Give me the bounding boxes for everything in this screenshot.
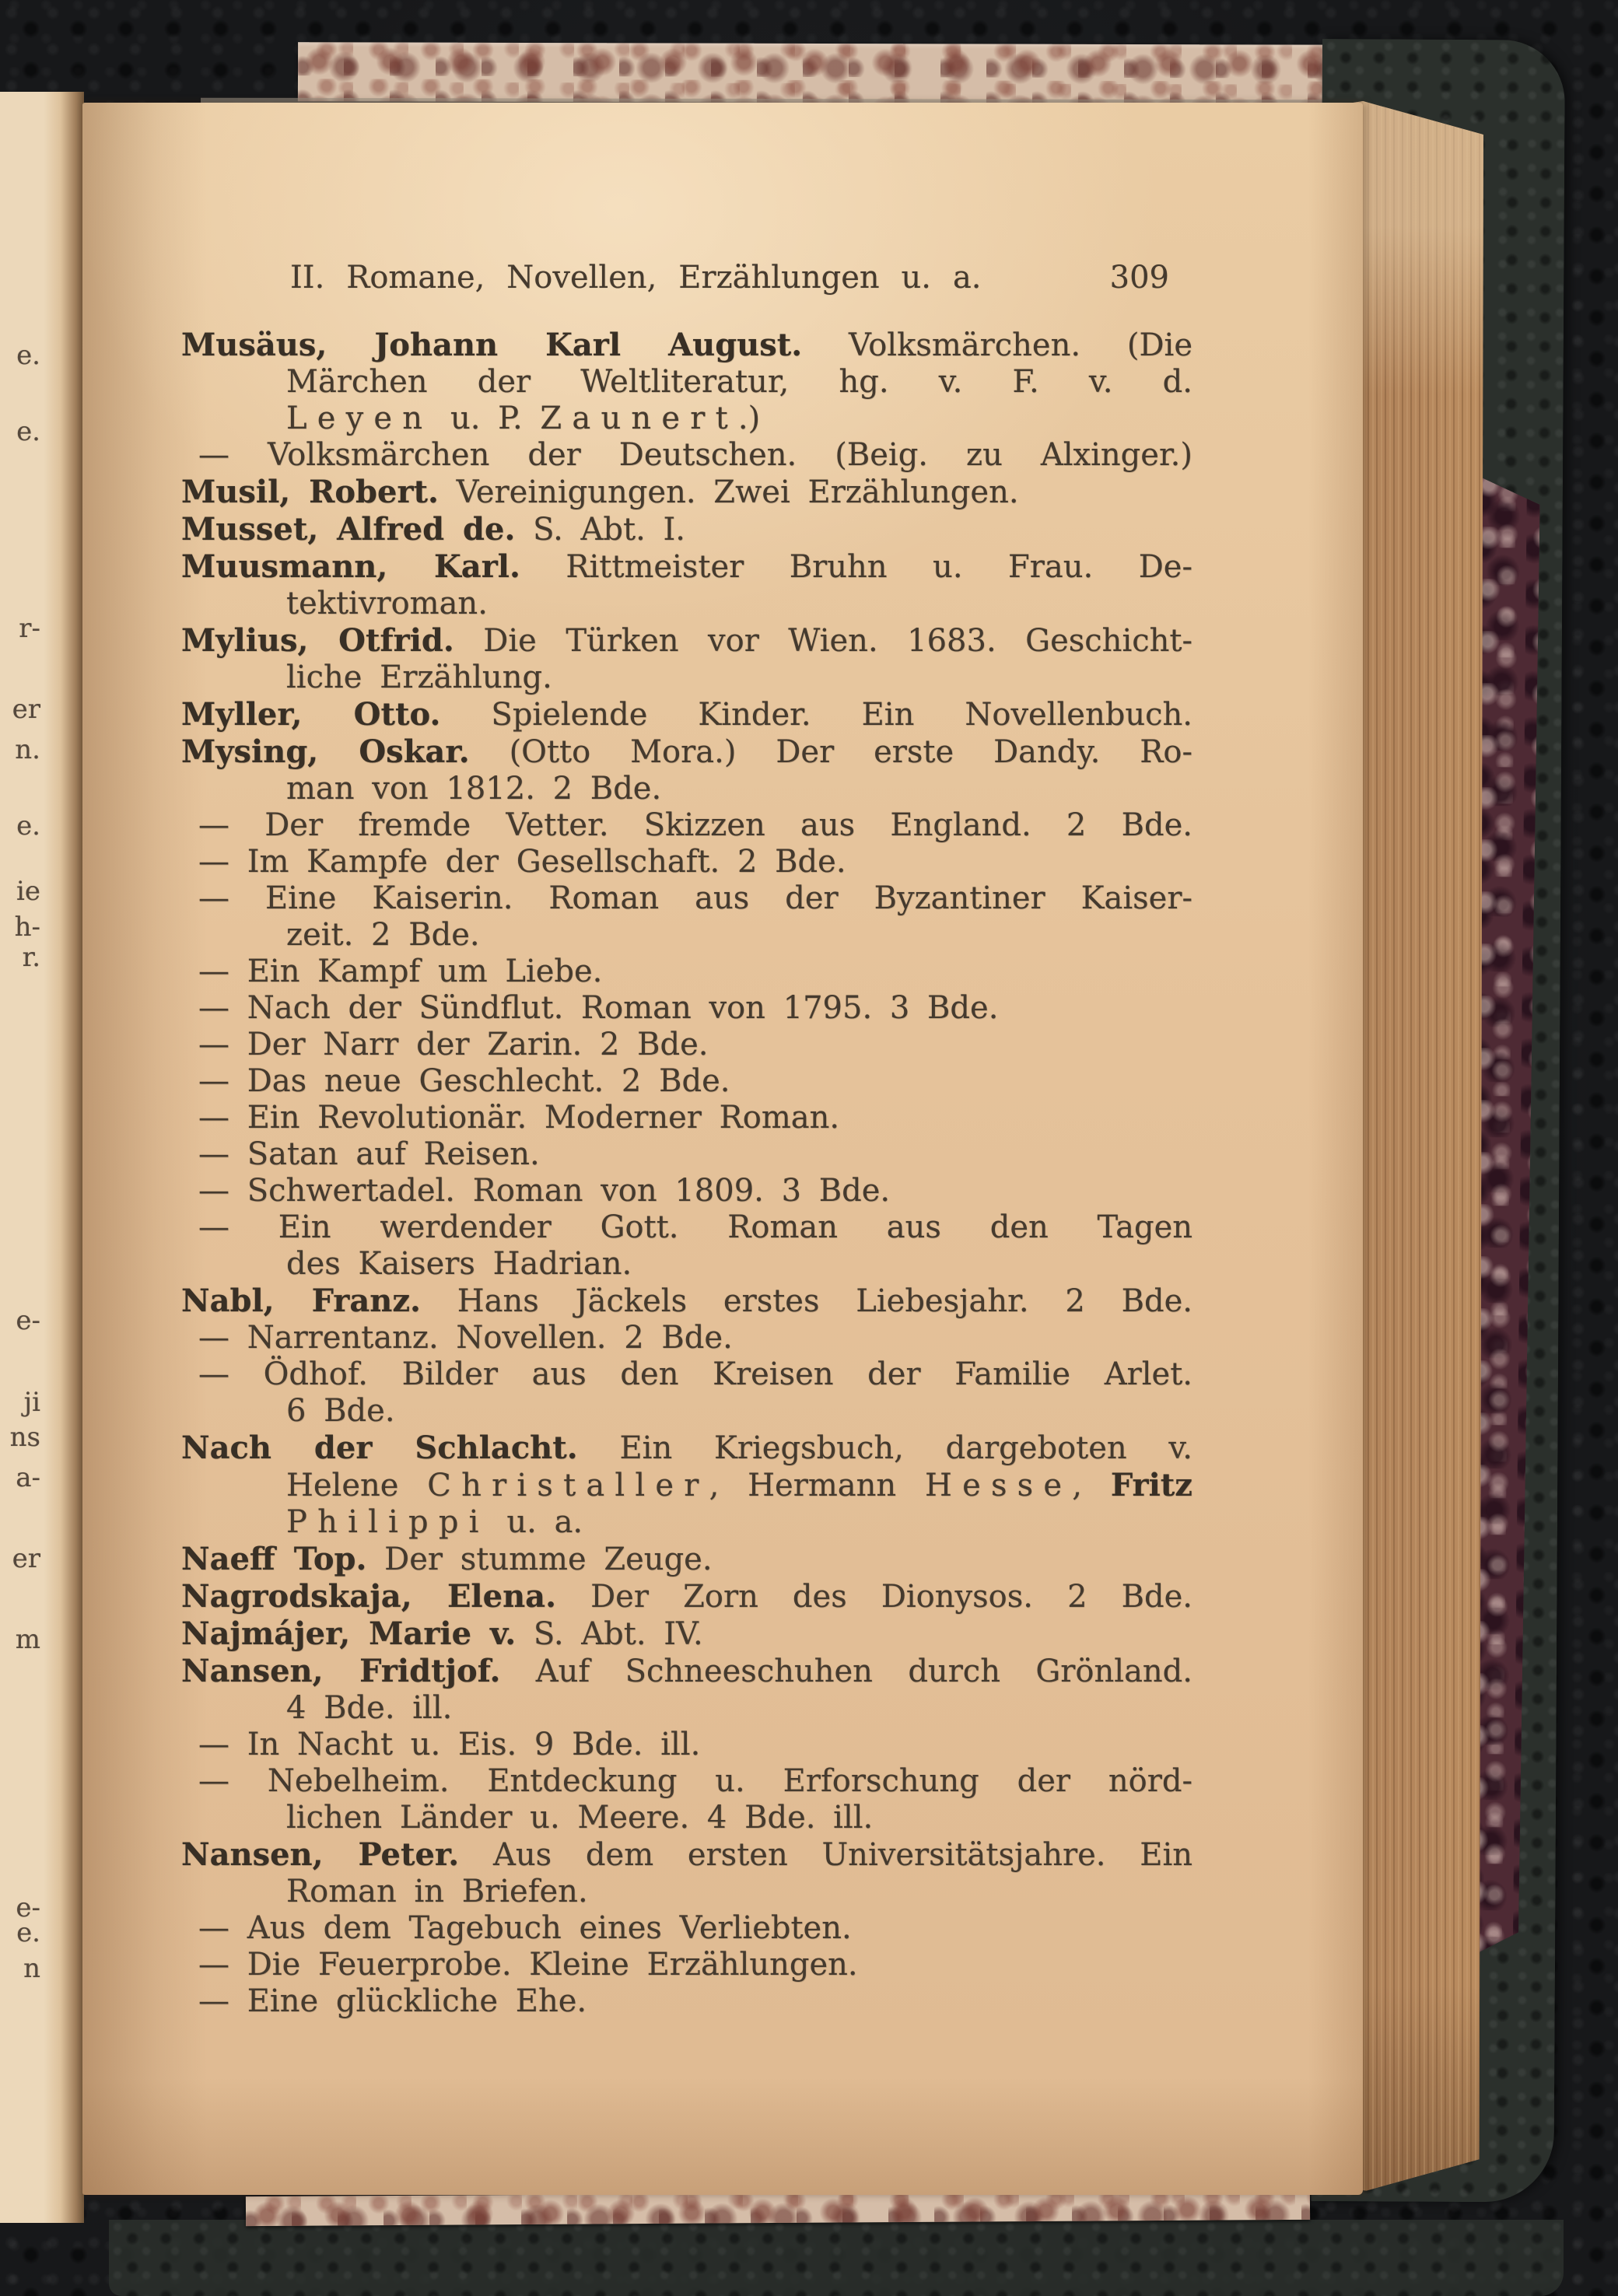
- entry-text: — Aus dem Tagebuch eines Verliebten.: [198, 1910, 852, 1946]
- entry-author: Mysing, Oskar.: [181, 733, 470, 770]
- left-page-text-fragment: a-: [16, 1462, 40, 1493]
- catalog-line: [181, 807, 1192, 844]
- catalog-line: [181, 586, 1192, 622]
- catalog-line: [181, 1246, 1192, 1283]
- catalog-line: [181, 1209, 1192, 1246]
- entry-author: Nach der Schlacht.: [181, 1430, 578, 1466]
- entry-text: Volksmärchen. (Die: [802, 327, 1192, 363]
- catalog-line: [181, 364, 1192, 401]
- page-header: [181, 258, 1192, 297]
- left-page-text-fragment: ji: [23, 1387, 40, 1418]
- entry-text: man von 1812. 2 Bde.: [286, 771, 662, 807]
- entry-text: tektivroman.: [286, 586, 488, 621]
- catalog-line: [181, 1615, 1192, 1653]
- entry-text: S. Abt. I.: [515, 512, 686, 548]
- entry-author: Najmájer, Marie v.: [181, 1615, 517, 1652]
- catalog-line: [181, 1430, 1192, 1467]
- catalog-line: [181, 1356, 1192, 1393]
- entry-author: Nansen, Peter.: [181, 1836, 460, 1873]
- catalog-line: [181, 1027, 1192, 1063]
- catalog-line: [181, 660, 1192, 696]
- catalog-line: [181, 733, 1192, 771]
- catalog-line: [181, 1467, 1192, 1504]
- entry-spaced-name: Zaunert: [540, 401, 738, 436]
- entry-text: Auf Schneeschuhen durch Grönland.: [500, 1654, 1192, 1689]
- entry-text: .): [737, 401, 761, 436]
- left-page-text-fragment: h-: [14, 912, 40, 943]
- left-page-text-fragment: e-: [16, 1892, 40, 1923]
- entry-text: — In Nacht u. Eis. 9 Bde. ill.: [198, 1727, 701, 1762]
- catalog-line: [181, 1173, 1192, 1209]
- entry-text: — Nach der Sündflut. Roman von 1795. 3 Bde.: [198, 990, 999, 1026]
- entry-text: — Ein Kampf um Liebe.: [198, 954, 603, 989]
- entry-text: — Der fremde Vetter. Skizzen aus England. 2 Bde.: [198, 807, 1192, 843]
- catalog-line: [181, 1578, 1192, 1615]
- entry-text: — Eine Kaiserin. Roman aus der Byzantiner Kaiser-: [198, 880, 1192, 916]
- entry-text: Roman in Briefen.: [286, 1874, 588, 1909]
- catalog-line: [181, 1800, 1192, 1836]
- catalog-line: [181, 1063, 1192, 1100]
- left-page-sliver: [0, 92, 84, 2223]
- catalog-line: [181, 1283, 1192, 1320]
- left-page-text-fragment: ns: [9, 1422, 40, 1453]
- entry-text: — Ödhof. Bilder aus den Kreisen der Familie Arlet.: [198, 1356, 1192, 1392]
- entry-text: Vereinigungen. Zwei Erzählungen.: [438, 474, 1019, 510]
- catalog-line: [181, 771, 1192, 807]
- catalog-line: [181, 1983, 1192, 2020]
- left-page-text-fragment: e.: [16, 810, 40, 842]
- entry-text: Ein Kriegsbuch, dargeboten v.: [577, 1430, 1192, 1466]
- entry-spaced-name: Hesse: [925, 1468, 1073, 1503]
- catalog-line: [181, 401, 1192, 437]
- entry-text: — Schwertadel. Roman von 1809. 3 Bde.: [198, 1173, 891, 1209]
- entry-author: Myller, Otto.: [181, 696, 441, 733]
- catalog-line: [181, 1947, 1192, 1983]
- left-page-text-fragment: r-: [19, 613, 40, 644]
- entry-text: — Volksmärchen der Deutschen. (Beig. zu Alxinger.): [198, 437, 1192, 473]
- catalog-line: [181, 954, 1192, 990]
- catalog-lines: [181, 327, 1192, 2020]
- left-page-text-fragment: n.: [15, 734, 40, 765]
- catalog-line: [181, 1836, 1192, 1874]
- catalog-line: [181, 1100, 1192, 1136]
- cover-top-marble-edge: [298, 42, 1357, 104]
- entry-text: 4 Bde. ill.: [286, 1690, 453, 1726]
- entry-text: Die Türken vor Wien. 1683. Geschicht-: [454, 623, 1192, 659]
- entry-text: — Satan auf Reisen.: [198, 1136, 540, 1172]
- left-page-text-fragment: m: [15, 1624, 40, 1655]
- catalog-line: [181, 1541, 1192, 1578]
- entry-text: 6 Bde.: [286, 1393, 395, 1429]
- catalog-line: [181, 1393, 1192, 1430]
- catalog-line: [181, 327, 1192, 364]
- entry-text: — Der Narr der Zarin. 2 Bde.: [198, 1027, 709, 1062]
- catalog-line: [181, 1136, 1192, 1173]
- page-number: 309: [1109, 260, 1169, 296]
- entry-text: — Narrentanz. Novellen. 2 Bde.: [198, 1320, 733, 1356]
- entry-text: lichen Länder u. Meere. 4 Bde. ill.: [286, 1800, 874, 1836]
- entry-author: Mylius, Otfrid.: [181, 622, 454, 659]
- entry-text: (Otto Mora.) Der erste Dandy. Ro-: [469, 734, 1192, 770]
- entry-author: Musäus, Johann Karl August.: [181, 327, 803, 363]
- entry-author: Musil, Robert.: [181, 474, 439, 510]
- left-page-text-fragment: e.: [16, 416, 40, 447]
- left-page-text-fragment: e.: [16, 340, 40, 371]
- catalog-line: [181, 1653, 1192, 1690]
- entry-text: Aus dem ersten Universitätsjahre. Ein: [459, 1837, 1192, 1873]
- entry-spaced-name: Leyen: [286, 401, 433, 436]
- left-page-text-fragment: er: [12, 1543, 40, 1574]
- entry-text: — Im Kampfe der Gesellschaft. 2 Bde.: [198, 844, 846, 880]
- page-text: [181, 258, 1192, 2020]
- catalog-line: [181, 880, 1192, 917]
- catalog-line: [181, 1874, 1192, 1910]
- catalog-line: [181, 548, 1192, 586]
- entry-author: Muusmann, Karl.: [181, 548, 520, 585]
- entry-text: — Die Feuerprobe. Kleine Erzählungen.: [198, 1947, 858, 1983]
- catalog-line: [181, 474, 1192, 511]
- entry-text: u. a.: [489, 1504, 583, 1540]
- catalog-line: [181, 1763, 1192, 1800]
- entry-text: — Eine glückliche Ehe.: [198, 1983, 587, 2019]
- catalog-line: [181, 696, 1192, 733]
- entry-text: — Nebelheim. Entdeckung u. Erforschung der nörd-: [198, 1763, 1192, 1799]
- catalog-line: [181, 622, 1192, 660]
- left-page-text-fragment: e-: [16, 1305, 40, 1336]
- entry-text: , Hermann: [709, 1468, 925, 1503]
- entry-text: liche Erzählung.: [286, 660, 552, 695]
- entry-text: ,: [1072, 1468, 1111, 1503]
- entry-text: Märchen der Weltliteratur, hg. v. F. v. d.: [286, 364, 1192, 400]
- entry-text: zeit. 2 Bde.: [286, 917, 480, 953]
- book-page: [82, 103, 1363, 2195]
- entry-author: Nansen, Fridtjof.: [181, 1653, 501, 1689]
- left-page-text-fragment: er: [12, 694, 40, 725]
- entry-author: Fritz: [1110, 1467, 1192, 1503]
- cover-bottom-leather: [109, 2220, 1564, 2296]
- entry-text: u. P.: [433, 401, 541, 436]
- entry-text: S. Abt. IV.: [516, 1616, 703, 1652]
- entry-text: — Ein werdender Gott. Roman aus den Tagen: [198, 1209, 1192, 1245]
- section-title: II. Romane, Novellen, Erzählungen u. a.: [290, 260, 982, 296]
- entry-text: Der Zorn des Dionysos. 2 Bde.: [556, 1579, 1192, 1615]
- catalog-line: [181, 437, 1192, 474]
- entry-text: — Ein Revolutionär. Moderner Roman.: [198, 1100, 840, 1136]
- entry-text: Spielende Kinder. Ein Novellenbuch.: [440, 697, 1192, 733]
- entry-text: — Das neue Geschlecht. 2 Bde.: [198, 1063, 730, 1099]
- entry-text: Rittmeister Bruhn u. Frau. De-: [520, 549, 1192, 585]
- entry-author: Nagrodskaja, Elena.: [181, 1578, 557, 1615]
- catalog-line: [181, 1504, 1192, 1541]
- entry-spaced-name: Christaller: [427, 1468, 709, 1503]
- left-page-text-fragment: r.: [22, 942, 40, 973]
- catalog-line: [181, 844, 1192, 880]
- left-page-text-fragment: ie: [16, 876, 40, 907]
- catalog-line: [181, 1727, 1192, 1763]
- entry-text: Helene: [286, 1468, 428, 1503]
- left-page-text-fragment: n: [23, 1953, 40, 1984]
- entry-text: des Kaisers Hadrian.: [286, 1246, 632, 1282]
- entry-author: Nabl, Franz.: [181, 1283, 421, 1319]
- catalog-line: [181, 1690, 1192, 1727]
- catalog-line: [181, 511, 1192, 548]
- catalog-line: [181, 1320, 1192, 1356]
- entry-text: Der stumme Zeuge.: [366, 1542, 713, 1577]
- entry-author: Musset, Alfred de.: [181, 511, 516, 548]
- entry-spaced-name: Philippi: [286, 1504, 489, 1540]
- catalog-line: [181, 1910, 1192, 1947]
- entry-text: Hans Jäckels erstes Liebesjahr. 2 Bde.: [420, 1283, 1192, 1319]
- catalog-line: [181, 917, 1192, 954]
- entry-author: Naeff Top.: [181, 1541, 367, 1577]
- catalog-line: [181, 990, 1192, 1027]
- left-page-text-fragment: e.: [16, 1917, 40, 1948]
